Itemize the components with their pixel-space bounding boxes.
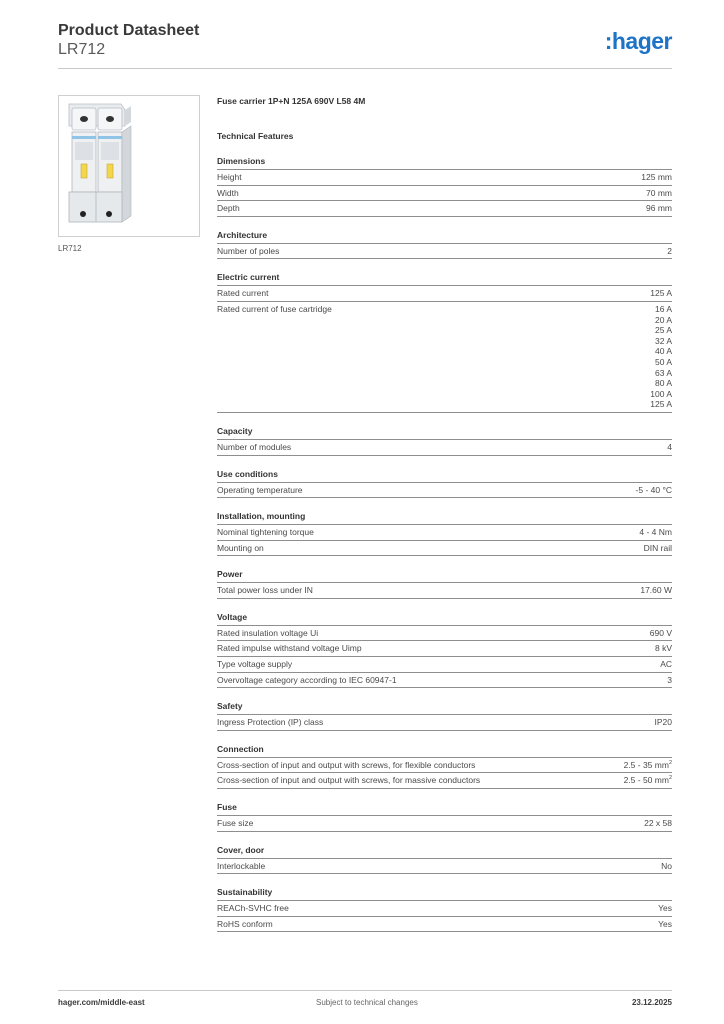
spec-label: Depth: [217, 203, 240, 214]
spec-value-line: 2: [667, 245, 672, 256]
spec-row: [217, 657, 672, 673]
spec-row: [217, 583, 672, 599]
page-header: [58, 22, 672, 68]
spec-value-line: IP20: [654, 717, 672, 728]
spec-label: Overvoltage category according to IEC 60947-1: [217, 674, 397, 685]
spec-value: [644, 818, 672, 829]
section-title: Voltage: [217, 612, 672, 626]
spec-value: [644, 543, 672, 554]
spec-label: Width: [217, 187, 239, 198]
spec-value: [655, 717, 673, 728]
spec-label: Rated current: [217, 288, 269, 299]
spec-row: [217, 286, 672, 302]
section-title: Dimensions: [217, 156, 672, 170]
spec-value: [667, 675, 672, 686]
product-title: Fuse carrier 1P+N 125A 690V L58 4M: [217, 96, 366, 106]
spec-row: [217, 626, 672, 642]
spec-value: [646, 188, 672, 199]
spec-value: [660, 659, 672, 670]
spec-value-line: 3: [667, 674, 672, 685]
spec-label: REACh-SVHC free: [217, 903, 289, 914]
section-title: Sustainability: [217, 887, 672, 901]
superscript-two: 2: [668, 760, 672, 767]
spec-value-line: 100 A: [650, 388, 672, 399]
spec-value-line: 22 x 58: [644, 818, 672, 829]
spec-label: Height: [217, 172, 242, 182]
spec-row: [217, 816, 672, 832]
spec-row: [217, 715, 672, 731]
spec-value: [636, 485, 672, 496]
spec-label: Total power loss under IN: [217, 585, 313, 596]
spec-value: [650, 304, 672, 410]
section-title: Connection: [217, 744, 672, 758]
spec-row: [217, 483, 672, 499]
spec-label: Rated impulse withstand voltage Uimp: [217, 643, 362, 654]
spec-value: [641, 172, 672, 183]
spec-value-line: 4: [667, 441, 672, 452]
spec-row: [217, 525, 672, 541]
spec-value: [667, 442, 672, 453]
spec-row: [217, 641, 672, 657]
spec-label: Nominal tightening torque: [217, 527, 314, 538]
spec-label: Number of modules: [217, 441, 292, 452]
spec-row: [217, 170, 672, 186]
section-title: Power: [217, 569, 672, 583]
footer-website: hager.com/middle-east: [58, 998, 145, 1007]
spec-row: [217, 859, 672, 875]
section-title: Cover, door: [217, 845, 672, 859]
spec-label: Ingress Protection (IP) class: [217, 717, 324, 728]
hager-logo: :hager: [604, 28, 672, 54]
section-title: Safety: [217, 701, 672, 715]
spec-label: Cross-section of input and output with screws, for flexible conductors: [217, 759, 476, 770]
spec-value-line: -5 - 40 °C: [635, 484, 672, 495]
section-title: Fuse: [217, 802, 672, 816]
spec-value-line: 16 A: [654, 303, 672, 314]
technical-features-title: Technical Features: [217, 131, 294, 141]
spec-label: Rated current of fuse cartridge: [217, 303, 332, 314]
footer-disclaimer: Subject to technical changes: [316, 998, 418, 1007]
spec-value: [655, 643, 672, 654]
spec-label: Operating temperature: [217, 484, 303, 495]
spec-value-line: 96 mm: [646, 203, 672, 214]
spec-value-line: 40 A: [654, 346, 672, 357]
spec-label: Type voltage supply: [217, 659, 293, 670]
spec-value-line: 25 A: [654, 325, 672, 336]
spec-value-line: 50 A: [654, 356, 672, 367]
spec-row: [217, 901, 672, 917]
spec-row: [217, 773, 672, 789]
spec-value: [624, 775, 672, 786]
image-caption: LR712: [58, 244, 82, 253]
spec-row: [217, 917, 672, 933]
spec-label: RoHS conform: [217, 918, 273, 929]
spec-value-line: 125 mm: [641, 172, 672, 182]
section-title: Use conditions: [217, 469, 672, 483]
spec-value-line: 125 A: [650, 399, 672, 410]
spec-value-line: DIN rail: [643, 542, 672, 553]
spec-value: [646, 203, 672, 214]
spec-row: [217, 244, 672, 260]
spec-sections: [217, 156, 672, 932]
section-title: Architecture: [217, 230, 672, 244]
spec-value: [650, 628, 672, 639]
footer-date: 23.12.2025: [631, 998, 672, 1007]
spec-value: [650, 288, 672, 299]
technical-specs: [217, 96, 672, 932]
spec-row: [217, 673, 672, 689]
spec-value-line: 690 V: [649, 627, 672, 638]
spec-value-line: 80 A: [654, 378, 672, 389]
spec-value-line: 2.5 - 50 $mm^2$: [623, 775, 672, 786]
section-title: Electric current: [217, 272, 672, 286]
spec-value-line: Yes: [658, 903, 672, 914]
spec-row: [217, 440, 672, 456]
spec-value-line: 8 kV: [654, 643, 672, 654]
spec-label: Rated insulation voltage Ui: [217, 627, 319, 638]
spec-value-line: 63 A: [654, 367, 672, 378]
spec-row: [217, 302, 672, 413]
spec-value: [658, 903, 672, 914]
fuse-carrier-illustration: [59, 96, 199, 236]
spec-value-line: 20 A: [654, 314, 672, 325]
spec-value-line: 4 - 4 Nm: [639, 527, 672, 538]
spec-value-line: 32 A: [654, 335, 672, 346]
spec-value-line: 125 A: [650, 288, 672, 299]
section-title: Installation, mounting: [217, 511, 672, 525]
product-reference: LR712: [58, 41, 106, 58]
spec-value-line: Yes: [658, 918, 672, 929]
spec-row: [217, 186, 672, 202]
product-image: [58, 95, 200, 237]
spec-value: [624, 760, 672, 771]
footer-divider: [58, 990, 672, 991]
spec-row: [217, 758, 672, 774]
spec-value-line: No: [661, 860, 672, 871]
page-title: Product Datasheet: [58, 22, 200, 39]
spec-value-line: 2.5 - 35 $mm^2$: [623, 759, 672, 770]
spec-label: Interlockable: [217, 860, 266, 871]
spec-row: [217, 541, 672, 557]
spec-value: [658, 919, 672, 930]
spec-row: [217, 201, 672, 217]
spec-value: [640, 585, 672, 596]
spec-value-line: 17.60 W: [640, 585, 672, 596]
spec-label: Fuse size: [217, 818, 254, 829]
spec-value-line: 70 mm: [646, 187, 672, 198]
spec-value-line: AC: [660, 659, 672, 670]
header-divider: [58, 68, 672, 69]
spec-label: Mounting on: [217, 542, 264, 553]
spec-label: Number of poles: [217, 245, 280, 256]
section-title: Capacity: [217, 426, 672, 440]
spec-value: [639, 527, 672, 538]
superscript-two: 2: [668, 775, 672, 782]
spec-label: Cross-section of input and output with screws, for massive conductors: [217, 775, 481, 786]
spec-value: [661, 861, 672, 872]
spec-value: [667, 246, 672, 257]
